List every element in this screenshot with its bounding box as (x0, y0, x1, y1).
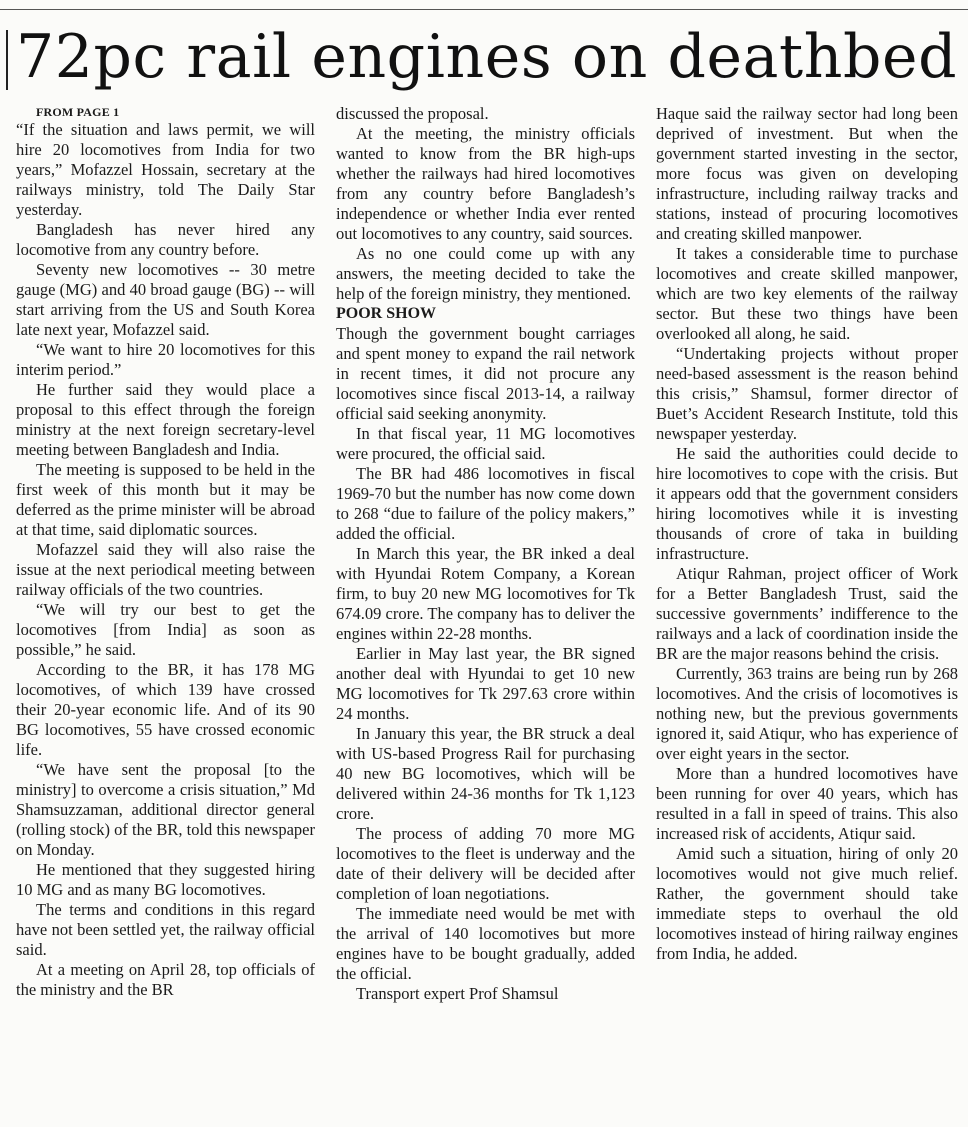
paragraph: Haque said the railway sector had long been deprived of investment. But when the government started investing in the sector, more focus was given on developing infrastructure, including railway tracks and stations, instead of procuring locomotives and creating skilled manpower. (656, 104, 958, 243)
paragraph: “We want to hire 20 locomotives for this interim period.” (16, 340, 315, 379)
paragraph: “If the situation and laws permit, we will hire 20 locomotives from India for two years,” Mofazzel Hossain, secretary at the railways ministry, told The Daily Star yesterday. (16, 120, 315, 219)
paragraph: Currently, 363 trains are being run by 268 locomotives. And the crisis of locomotives is nothing new, but the previous governments ignored it, said Atiqur, who has experience of over eight years in the sector. (656, 664, 958, 763)
paragraph: The BR had 486 locomotives in fiscal 1969-70 but the number has now come down to 268 “due to failure of the policy makers,” added the official. (336, 464, 635, 543)
paragraph: Though the government bought carriages and spent money to expand the rail network in recent times, it did not procure any locomotives since fiscal 2013-14, a railway official said seeking anonymity. (336, 324, 635, 423)
subhead: POOR SHOW (336, 305, 437, 322)
paragraph: Amid such a situation, hiring of only 20 locomotives would not give much relief. Rather, the government should take immediate steps to overhaul the old locomotives instead of hiring railway engines from India, he added. (656, 844, 958, 963)
paragraph: Earlier in May last year, the BR signed another deal with Hyundai to get 10 new MG locomotives for Tk 297.63 crore within 24 months. (336, 644, 635, 723)
paragraph: “We will try our best to get the locomotives [from India] as soon as possible,” he said. (16, 600, 315, 659)
paragraph: He mentioned that they suggested hiring 10 MG and as many BG locomotives. (16, 860, 315, 899)
paragraph: The process of adding 70 more MG locomotives to the fleet is underway and the date of their delivery will be decided after completion of loan negotiations. (336, 824, 635, 903)
headline: 72pc rail engines on deathbed (16, 22, 958, 92)
paragraph: As no one could come up with any answers, the meeting decided to take the help of the foreign ministry, they mentioned. (336, 244, 635, 303)
paragraph: In that fiscal year, 11 MG locomotives were procured, the official said. (336, 424, 635, 463)
column-1 (16, 104, 315, 1127)
paragraph: He further said they would place a proposal to this effect through the foreign ministry at the next foreign secretary-level meeting between Bangladesh and India. (16, 380, 315, 459)
paragraph: In January this year, the BR struck a deal with US-based Progress Rail for purchasing 40 new BG locomotives, which will be delivered within 24-36 months for Tk 1,123 crore. (336, 724, 635, 823)
kicker: FROM PAGE 1 (36, 105, 120, 119)
paragraph: Atiqur Rahman, project officer of Work for a Better Bangladesh Trust, said the successive governments’ indifference to the railways and a lack of coordination inside the BR are the major reasons behind the crisis. (656, 564, 958, 663)
paragraph: The immediate need would be met with the arrival of 140 locomotives but more engines have to be bought gradually, added the official. (336, 904, 635, 983)
paragraph: He said the authorities could decide to hire locomotives to cope with the crisis. But it appears odd that the government considers hiring locomotives while it is investing thousands of crore of taka in building infrastructure. (656, 444, 958, 563)
paragraph: The meeting is supposed to be held in the first week of this month but it may be deferred as the prime minister will be abroad at that time, said diplomatic sources. (16, 460, 315, 539)
paragraph: In March this year, the BR inked a deal with Hyundai Rotem Company, a Korean firm, to buy 20 new MG locomotives for Tk 674.09 crore. The company has to deliver the engines within 22-28 months. (336, 544, 635, 643)
paragraph: It takes a considerable time to purchase locomotives and create skilled manpower, which are two key elements of the railway sector. But these two things have been overlooked all along, he said. (656, 244, 958, 343)
paragraph: More than a hundred locomotives have been running for over 40 years, which has resulted in a fall in speed of trains. This also increased risk of accidents, Atiqur said. (656, 764, 958, 843)
paragraph: Transport expert Prof Shamsul (356, 984, 559, 1003)
column-2 (336, 104, 635, 1127)
column-3 (656, 104, 958, 1127)
headline-bar (6, 30, 8, 90)
paragraph: “We have sent the proposal [to the ministry] to overcome a crisis situation,” Md Shamsuzzaman, additional director general (rolling stock) of the BR, told this newspaper on Monday. (16, 760, 315, 859)
paragraph: According to the BR, it has 178 MG locomotives, of which 139 have crossed their 20-year economic life. And of its 90 BG locomotives, 55 have crossed economic life. (16, 660, 315, 759)
paragraph: “Undertaking projects without proper need-based assessment is the reason behind this crisis,” Shamsul, former director of Buet’s Accident Research Institute, told this newspaper yesterday. (656, 344, 958, 443)
paragraph: The terms and conditions in this regard have not been settled yet, the railway official said. (16, 900, 315, 959)
top-rule (0, 9, 968, 10)
paragraph: Bangladesh has never hired any locomotive from any country before. (16, 220, 315, 259)
paragraph: At a meeting on April 28, top officials of the ministry and the BR (16, 960, 315, 999)
paragraph: discussed the proposal. (336, 104, 489, 123)
paragraph: Mofazzel said they will also raise the issue at the next periodical meeting between railway officials of the two countries. (16, 540, 315, 599)
paragraph: At the meeting, the ministry officials wanted to know from the BR high-ups whether the railways had hired locomotives from any country before Bangladesh’s independence or whether India ever rented out locomotives to any country, said sources. (336, 124, 635, 243)
paragraph: Seventy new locomotives -- 30 metre gauge (MG) and 40 broad gauge (BG) -- will start arriving from the US and South Korea late next year, Mofazzel said. (16, 260, 315, 339)
